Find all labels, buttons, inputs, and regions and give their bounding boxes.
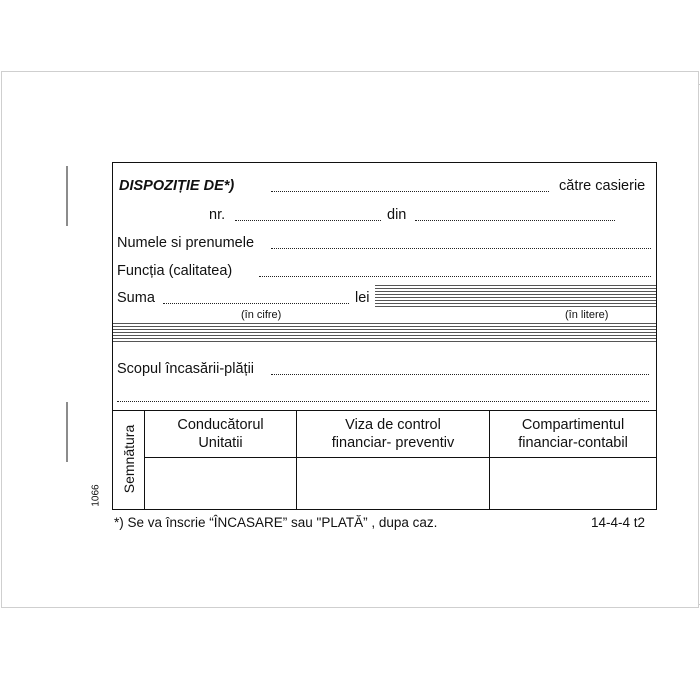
header-line: Compartimentul xyxy=(521,417,625,433)
head-of-unit-signature-cell[interactable] xyxy=(145,458,296,509)
sum-letters-field[interactable] xyxy=(375,285,656,307)
din-label: din xyxy=(387,207,407,223)
date-field[interactable] xyxy=(415,220,615,221)
sum-figures-field[interactable] xyxy=(163,303,349,304)
control-visa-signature-cell[interactable] xyxy=(297,458,489,509)
header-line: Conducătorul xyxy=(177,417,264,433)
name-field[interactable] xyxy=(271,248,651,249)
accounting-dept-signature-cell[interactable] xyxy=(490,458,656,509)
head-of-unit-header xyxy=(145,416,296,452)
cash-disposition-form xyxy=(112,162,657,510)
binding-mark xyxy=(66,166,68,226)
form-title: DISPOZIȚIE DE*) xyxy=(119,178,235,194)
signature-row-label: Semnătura xyxy=(121,424,137,494)
nr-label: nr. xyxy=(209,207,226,223)
to-cashier-label: către casierie xyxy=(559,178,646,194)
control-visa-header xyxy=(297,416,489,452)
header-line: financiar- preventiv xyxy=(331,435,455,451)
header-line: Viza de control xyxy=(345,417,441,433)
in-letters-hint: (în litere) xyxy=(565,309,609,321)
name-label: Numele si prenumele xyxy=(117,235,255,251)
sum-label: Suma xyxy=(117,290,155,306)
accounting-dept-header xyxy=(490,416,656,452)
purpose-field-continued[interactable] xyxy=(117,401,649,402)
binding-mark xyxy=(66,402,68,462)
header-line: Unitatii xyxy=(198,435,243,451)
form-code: 14-4-4 t2 xyxy=(591,515,646,530)
purpose-label: Scopul încasării-plății xyxy=(117,361,255,377)
function-field[interactable] xyxy=(259,276,651,277)
side-number: 1066 xyxy=(90,484,102,507)
nr-field[interactable] xyxy=(235,220,381,221)
lei-label: lei xyxy=(355,290,370,306)
in-figures-hint: (în cifre) xyxy=(241,309,282,321)
function-label: Funcția (calitatea) xyxy=(117,263,233,279)
sum-letters-field-continued[interactable] xyxy=(113,323,656,343)
header-line: financiar-contabil xyxy=(518,435,628,451)
type-field[interactable] xyxy=(271,191,549,192)
purpose-field[interactable] xyxy=(271,374,649,375)
footer-note: *) Se va înscrie “ÎNCASARE” sau "PLATĂ” , dupa caz. xyxy=(114,515,438,530)
signature-grid-top xyxy=(113,410,656,411)
